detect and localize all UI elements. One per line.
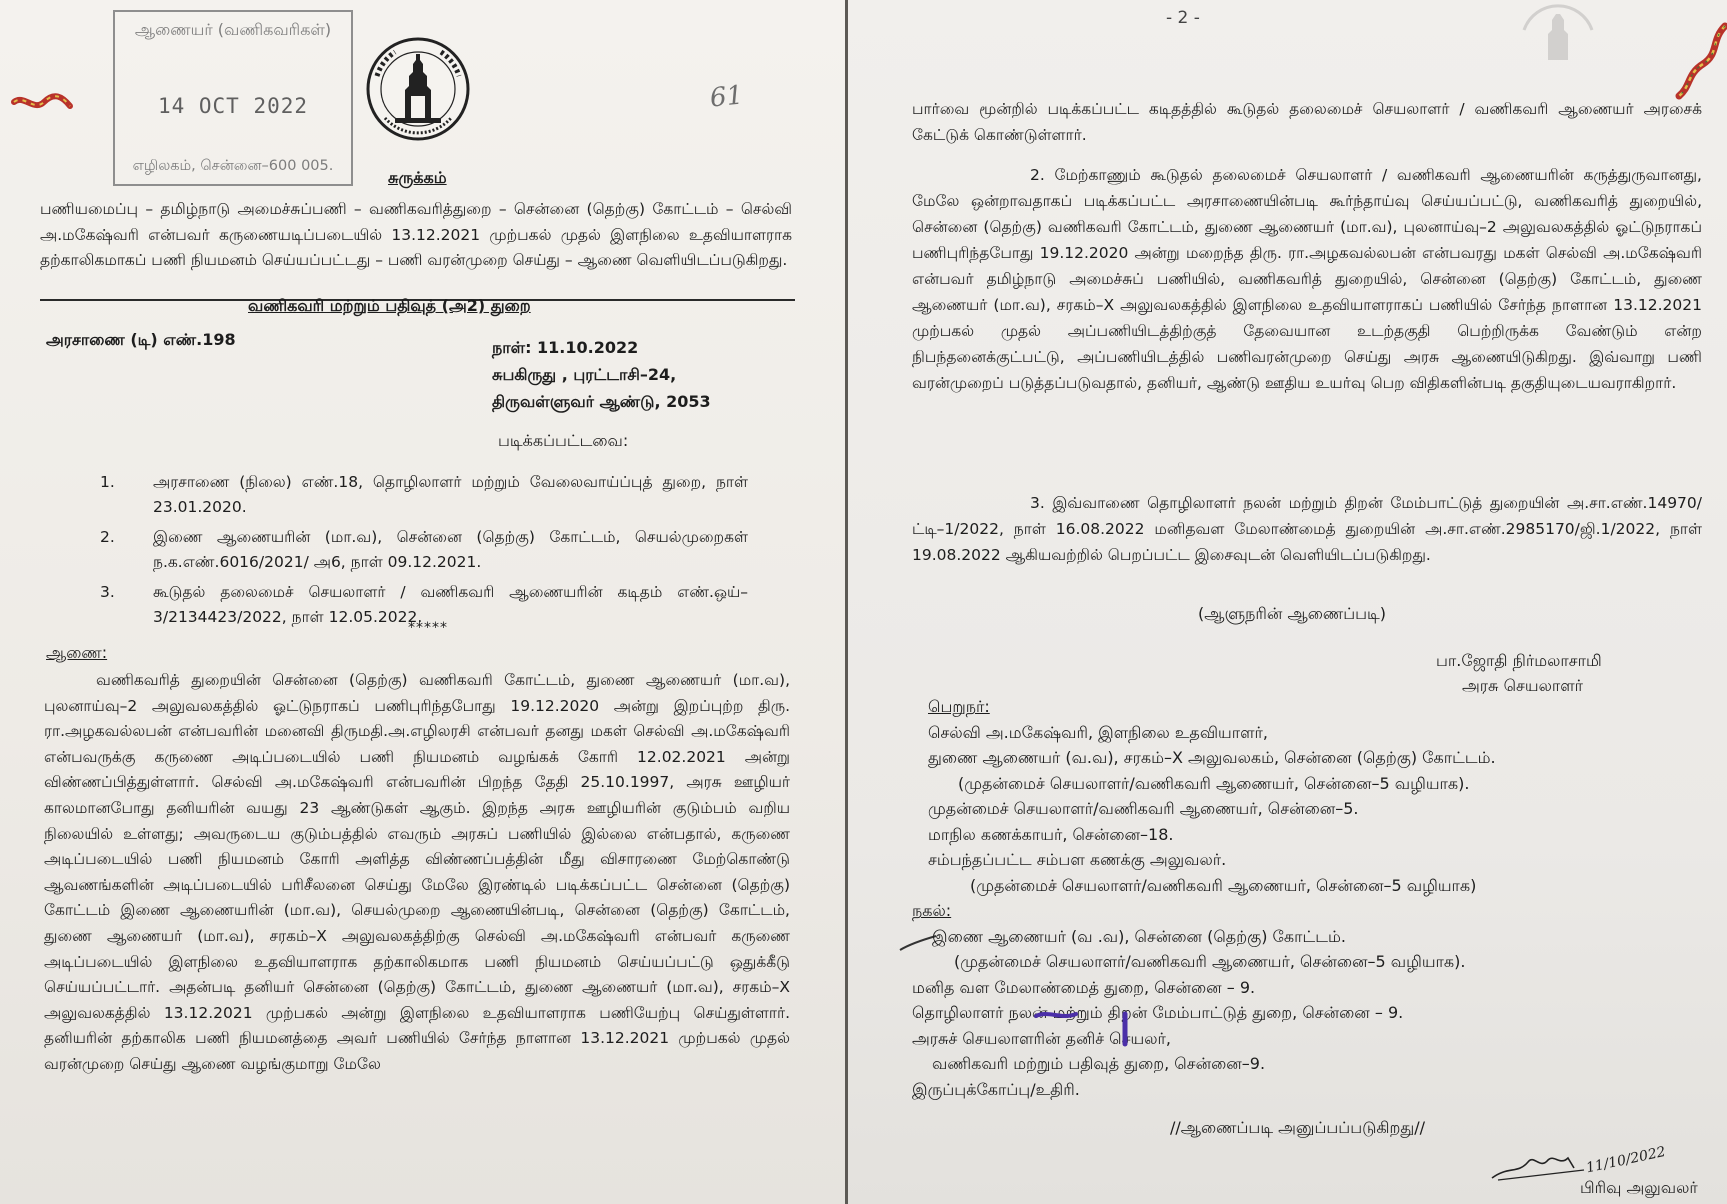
page-two xyxy=(848,0,1727,1204)
stamp-heading: ஆணையர் (வணிகவரிகள்) xyxy=(134,20,332,39)
stamp-place: எழிலகம், சென்னை–600 005. xyxy=(132,158,334,174)
department-title: வணிகவரி மற்றும் பதிவுத் (அ2) துறை xyxy=(248,296,531,315)
list-item: துணை ஆணையர் (வ.வ), சரகம்–X அலுவலகம், சென்னை (தெற்கு) கோட்டம். xyxy=(928,748,1496,767)
reference-text: கூடுதல் தலைமைச் செயலாளர் / வணிகவரி ஆணையரின் கடிதம் எண்.ஒய்–3/2134423/2022, நாள் 12.05.2022. xyxy=(153,583,748,626)
reference-list xyxy=(96,470,748,635)
list-item: (முதன்மைச் செயலாளர்/வணிகவரி ஆணையர், சென்னை–5 வழியாக). xyxy=(958,773,1470,793)
secretary-name: பா.ஜோதி நிர்மலாசாமி xyxy=(1436,651,1602,670)
list-item xyxy=(96,525,748,575)
list-item: இருப்புக்கோப்பு/உதிரி. xyxy=(912,1079,1080,1099)
page-one xyxy=(0,0,845,1204)
signature-date-text: 11/10/2022 xyxy=(1584,1143,1668,1177)
forwarded-line: //ஆணைப்படி அனுப்பப்படுகிறது// xyxy=(1170,1118,1426,1137)
handwritten-number: 61 xyxy=(708,80,745,114)
list-item: வணிகவரி மற்றும் பதிவுத் துறை, சென்னை–9. xyxy=(932,1054,1266,1073)
paragraph-2: 2. மேற்காணும் கூடுதல் தலைமைச் செயலாளர் / வணிகவரி ஆணையரின் கருத்துருவானது, மேலே ஒன்றாவதாகப் படிக்கப்பட்ட அரசாணையின்படி கூர்ந்தாய்வு செய்யப்பட்டு, வணிகவரித் துறையில், சென்னை (தெற்கு) வணிகவரி கோட்டம், துணை ஆணையர் (மா.வ), புலனாய்வு–2 அலுவலகத்தில் ஓட்டுநராகப் பணிபுரிந்தபோது 19.12.2020 அன்று மறைந்த திரு. ரா.அழகவல்லபன் என்பவரது மகள் செல்வி அ.மகேஷ்வரி என்பவர் தமிழ்நாடு அமைச்சுப் பணியில், வணிகவரித் துறையில், சென்னை (தெற்கு) கோட்டம், துணை ஆணையர் (மா.வ), சரகம்–X அலுவலகத்தில் இளநிலை உதவியாளராகப் பணியில் சேர்ந்த நாளான 13.12.2021 முற்பகல் முதல் அப்பணியிடத்திற்குத் தேவையான உடற்தகுதி பெற்றிருக்க வேண்டும் என்ற நிபந்தனைக்குட்பட்டு, அப்பணியிடத்தில் பணிவரன்முறை செய்து அரசு ஆணையிடுகிறது. இவ்வாறு பணி வரன்முறைப் படுத்தப்படுவதால், தனியர், ஆண்டு ஊதிய உயர்வு பெற விதிகளின்படி தகுதியுடையவராகிறார். xyxy=(912,166,1702,392)
list-item: தொழிலாளர் நலன் மற்றும் திறன் மேம்பாட்டுத் துறை, சென்னை – 9. xyxy=(912,1003,1404,1022)
recipients-heading: பெறுநர்: xyxy=(928,697,990,716)
list-item: (முதன்மைச் செயலாளர்/வணிகவரி ஆணையர், சென்னை–5 வழியாக) xyxy=(970,875,1477,895)
list-item: முதன்மைச் செயலாளர்/வணிகவரி ஆணையர், சென்னை–5. xyxy=(928,799,1359,818)
by-order-of-governor: (ஆளுநரின் ஆணைப்படி) xyxy=(1198,604,1387,623)
date-block xyxy=(492,334,711,415)
secretary-title: அரசு செயலாளர் xyxy=(1462,676,1584,695)
reference-number: 3. xyxy=(100,583,115,601)
list-item: (முதன்மைச் செயலாளர்/வணிகவரி ஆணையர், சென்னை–5 வழியாக). xyxy=(954,952,1466,971)
tamil-date-line: சுபகிருது , புரட்டாசி–24, xyxy=(492,365,677,384)
list-item: சம்பந்தப்பட்ட சம்பள கணக்கு அலுவலர். xyxy=(928,850,1227,869)
date-line: நாள்: 11.10.2022 xyxy=(492,338,639,357)
summary-title: சுருக்கம் xyxy=(388,168,447,187)
list-item: இணை ஆணையர் (வ .வ), சென்னை (தெற்கு) கோட்டம். xyxy=(932,926,1346,946)
subject-paragraph: பணியமைப்பு – தமிழ்நாடு அமைச்சுப்பணி – வணிகவரித்துறை – சென்னை (தெற்கு) கோட்டம் – செல்வி அ.மகேஷ்வரி என்பவர் கருணையடிப்படையில் 13.12.2021 முற்பகல் முதல் இளநிலை உதவியாளராக தற்காலிகமாகப் பணி நியமனம் செய்யப்பட்டது – பணி வரன்முறை செய்து – ஆணை வெளியிடப்படுகிறது. xyxy=(40,200,792,270)
reference-text: இணை ஆணையரின் (மா.வ), சென்னை (தெற்கு) கோட்டம், செயல்முறைகள் ந.க.எண்.6016/2021/ அ6, நாள் 09.12.2021. xyxy=(153,528,748,571)
read-title: படிக்கப்பட்டவை: xyxy=(498,431,629,450)
stamp-date: 14 OCT 2022 xyxy=(157,94,309,118)
reference-number: 2. xyxy=(100,528,115,546)
list-item xyxy=(96,470,748,520)
list-item: செல்வி அ.மகேஷ்வரி, இளநிலை உதவியாளர், xyxy=(928,722,1268,742)
received-stamp xyxy=(113,10,353,186)
list-item: மாநில கணக்காயர், சென்னை–18. xyxy=(928,824,1174,844)
section-officer: பிரிவு அலுவலர் xyxy=(1580,1178,1698,1197)
list-item: மனித வள மேலாண்மைத் துறை, சென்னை – 9. xyxy=(912,977,1256,997)
continuation-paragraph: பார்வை மூன்றில் படிக்கப்பட்ட கடிதத்தில் கூடுதல் தலைமைச் செயலாளர் / வணிகவரி ஆணையர் அரசைக் கேட்டுக் கொண்டுள்ளார். xyxy=(912,100,1702,144)
reference-number: 1. xyxy=(100,473,115,491)
emblem-show-through-icon xyxy=(1518,0,1598,60)
tamil-nadu-emblem-icon xyxy=(365,36,471,142)
pen-mark-icon xyxy=(1118,1012,1132,1046)
tag-thread-icon xyxy=(12,92,72,116)
copies-list xyxy=(912,898,1702,1102)
paragraph-3: 3. இவ்வாணை தொழிலாளர் நலன் மற்றும் திறன் மேம்பாட்டுத் துறையின் அ.சா.எண்.14970/ட்டி–1/2022, நாள் 16.08.2022 மனிதவள மேலாண்மைத் துறையின் அ.சா.எண்.2985170/ஜி.1/2022, நாள் 19.08.2022 ஆகியவற்றில் பெறப்பட்ட இசைவுடன் வெளியிடப்படுகிறது. xyxy=(912,494,1702,564)
page-number: - 2 - xyxy=(1166,8,1200,28)
recipients-list xyxy=(928,694,1708,898)
thiruvalluvar-year: திருவள்ளுவர் ஆண்டு, 2053 xyxy=(492,392,711,411)
list-item: அரசுச் செயலாளரின் தனிச் செயலர், xyxy=(912,1028,1171,1048)
separator-stars: ***** xyxy=(408,620,448,636)
pen-mark-icon xyxy=(1034,1008,1078,1022)
order-body: வணிகவரித் துறையின் சென்னை (தெற்கு) வணிகவரி கோட்டம், துணை ஆணையர் (மா.வ), புலனாய்வு–2 அலுவலகத்தில் ஓட்டுநராகப் பணிபுரிந்தபோது 19.12.2020 அன்று இறப்புற்ற திரு. ரா.அழகவல்லபன் என்பவரின் மனைவி திருமதி.அ.எழிலரசி என்பவர் தனது மகள் செல்வி அ.மகேஷ்வரி என்பவருக்கு கருணை அடிப்படையில் பணி நியமனம் வழங்கக் கோரி 12.02.2021 அன்று விண்ணப்பித்துள்ளார். செல்வி அ.மகேஷ்வரி என்பவரின் பிறந்த தேதி 25.10.1997, அரசு ஊழியர் காலமானபோது தனியரின் வயது 23 ஆண்டுகள் ஆகும். இறந்த அரசு ஊழியரின் குடும்பம் வறிய நிலையில் உள்ளது; அவருடைய குடும்பத்தில் எவரும் அரசுப் பணியில் இல்லை என்பதால், கருணை அடிப்படையில் பணி நியமனம் கோரி அளித்த விண்ணப்பத்தின் மீது விசாரணை மேற்கொண்டு ஆவணங்களின் அடிப்படையில் பரிசீலனை செய்து மேலே இரண்டில் படிக்கப்பட்ட சென்னை (தெற்கு) கோட்டம் இணை ஆணையரின் (மா.வ), செயல்முறை ஆணையின்படி, சென்னை (தெற்கு) கோட்டம், துணை ஆணையர் (மா.வ), சரகம்–X அலுவலகத்திற்கு செல்வி அ.மகேஷ்வரி என்பவர் கருணை அடிப்படையில் இளநிலை உதவியாளராக தற்காலிகமாக பணி நியமனம் செய்யப்பட்டு ஒதுக்கீடு செய்யப்பட்டார். அதன்படி தனியர் சென்னை (தெற்கு) கோட்டம், துணை ஆணையர் (மா.வ), சரகம்–X அலுவலகத்தில் 13.12.2021 முற்பகல் அன்று இளநிலை உதவியாளராக பணியேற்பு செய்துள்ளார். தனியரின் தற்காலிக பணி நியமனத்தை அவர் பணியில் சேர்ந்த நாளான 13.12.2021 முற்பகல் முதல் வரன்முறை செய்து ஆணை வழங்குமாறு மேலே xyxy=(44,671,790,1073)
reference-text: அரசாணை (நிலை) எண்.18, தொழிலாளர் மற்றும் வேலைவாய்ப்புத் துறை, நாள் 23.01.2020. xyxy=(153,473,748,516)
copy-heading: நகல்: xyxy=(912,901,952,920)
order-heading: ஆணை: xyxy=(46,643,108,662)
tag-thread-icon xyxy=(1627,20,1727,100)
go-number: அரசாணை (டி) எண்.198 xyxy=(46,330,236,349)
